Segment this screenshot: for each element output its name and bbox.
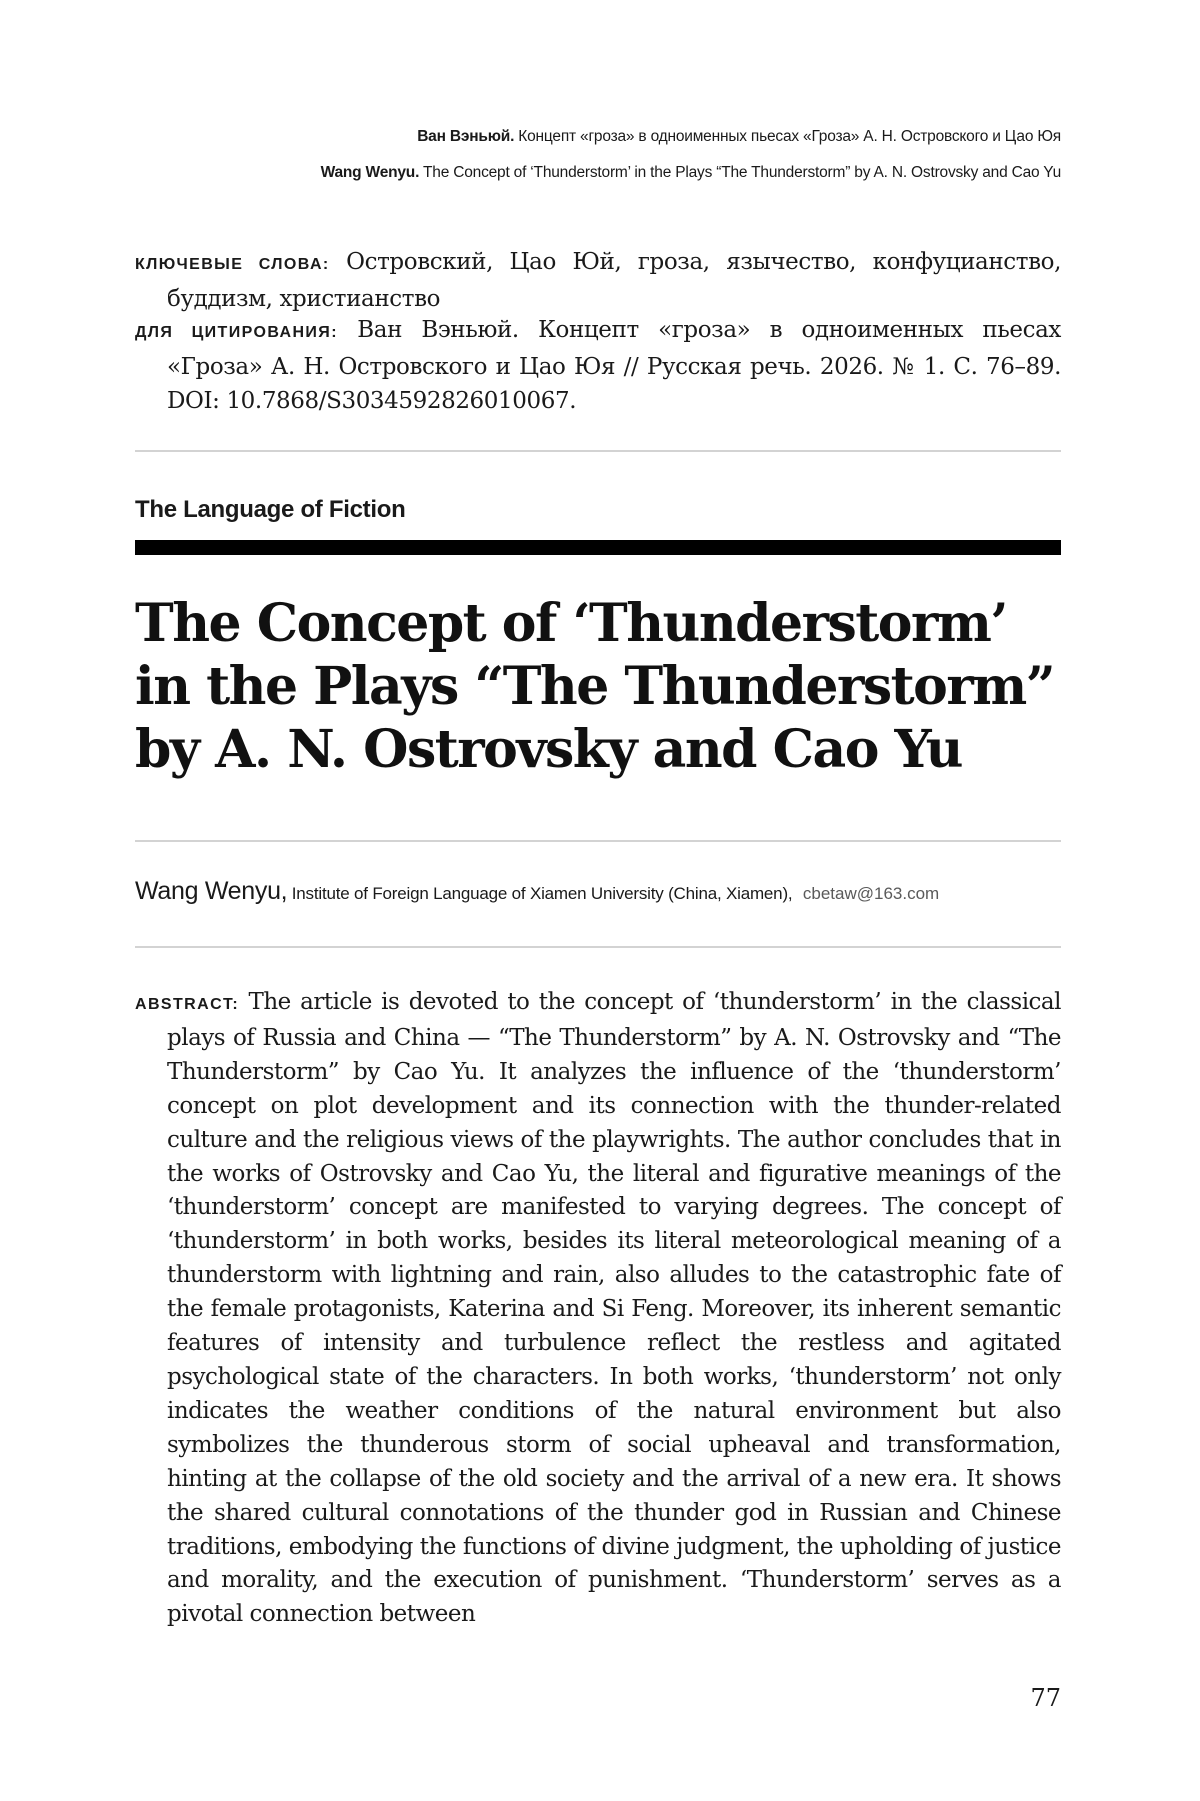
article-title	[135, 592, 1061, 781]
citation-label: ДЛЯ ЦИТИРОВАНИЯ:	[135, 324, 338, 341]
page-number: 77	[1030, 1684, 1061, 1712]
running-head-en-author: Wang Wenyu.	[320, 164, 420, 181]
title-line: in the Plays “The Thunderstorm”	[135, 656, 1055, 717]
author-name: Wang Wenyu,	[135, 877, 288, 905]
divider	[135, 946, 1061, 948]
abstract-text: The article is devoted to the concept of ‘thunderstorm’ in the classical plays of Russia and China — “The Thunderstorm” by A. N. Ostrovsky and “The Thunderstorm” by Cao Yu. It analyzes the influence of the ‘thunderstorm’ concept on plot development and its connection with the thunder-related culture and the religious views of the playwrights. The author concludes that in the works of Ostrovsky and Cao Yu, the literal and figurative meanings of the ‘thunderstorm’ concept are manifested to varying degrees. The concept of ‘thunderstorm’ in both works, besides its literal meteorological meaning of a thunderstorm with lightning and rain, also alludes to the catastrophic fate of the female protagonists, Katerina and Si Feng. Moreover, its inherent semantic features of intensity and turbulence reflect the restless and agitated psychological state of the characters. In both works, ‘thunderstorm’ not only indicates the weather conditions of the natural environment but also symbolizes the thunderous storm of social upheaval and transformation, hinting at the collapse of the old society and the arrival of a new era. It shows the shared cultural connotations of the thunder god in Russian and Chinese traditions, embodying the functions of divine judgment, the upholding of justice and morality, and the execution of punishment. ‘Thunderstorm’ serves as a pivotal connection between	[167, 989, 1062, 1628]
citation-text: Ван Вэньюй. Концепт «гроза» в одноименных пьесах «Гроза» А. Н. Островского и Цао Юя // Русская речь. 2026. № 1. С. 76–89. DOI: 10.7868/S3034592826010067.	[167, 317, 1061, 414]
divider	[135, 450, 1061, 452]
title-line: by A. N. Ostrovsky and Cao Yu	[135, 719, 962, 780]
author-affiliation: Institute of Foreign Language of Xiamen University (China, Xiamen),	[291, 884, 793, 903]
keywords-label: КЛЮЧЕВЫЕ СЛОВА:	[135, 256, 330, 273]
author-line	[135, 877, 939, 906]
running-head-english	[321, 164, 1061, 182]
running-head-russian	[417, 128, 1061, 146]
section-heading: The Language of Fiction	[135, 496, 406, 523]
keywords-text: Островский, Цао Юй, гроза, язычество, конфуцианство, буддизм, христианство	[167, 249, 1061, 312]
journal-page	[135, 0, 1061, 1801]
author-email-link[interactable]: cbetaw@163.com	[802, 884, 940, 903]
section-bar	[135, 540, 1061, 555]
citation-block	[135, 313, 1061, 418]
keywords-block	[135, 245, 1061, 316]
abstract-block	[135, 986, 1061, 1632]
running-head-en-title: The Concept of ‘Thunderstorm’ in the Plays “The Thunderstorm” by A. N. Ostrovsky and Cao Yu	[423, 164, 1061, 181]
abstract-label: ABSTRACT:	[135, 996, 240, 1013]
running-head-ru-title: Концепт «гроза» в одноименных пьесах «Гроза» А. Н. Островского и Цао Юя	[518, 128, 1061, 145]
running-head-ru-author: Ван Вэньюй.	[417, 128, 515, 145]
divider	[135, 840, 1061, 842]
title-line: The Concept of ‘Thunderstorm’	[135, 593, 1008, 654]
